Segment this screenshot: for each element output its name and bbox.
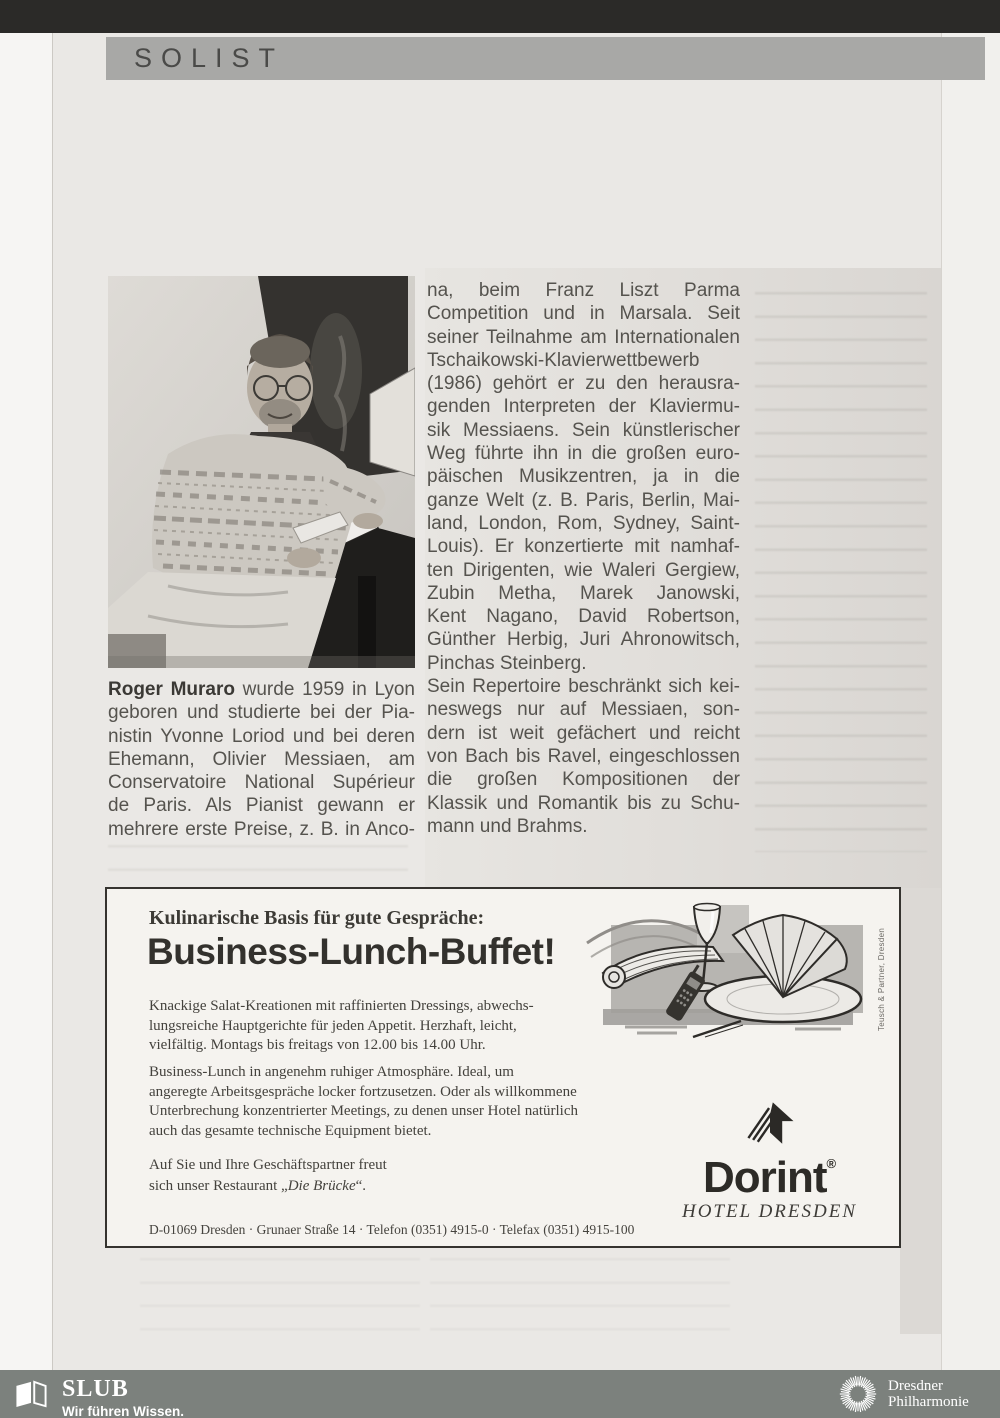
text-line: Zubin Metha, Marek Janowski, bbox=[427, 582, 740, 604]
text-line: de Paris. Als Pianist gewann er bbox=[108, 795, 415, 817]
article-paragraph bbox=[427, 279, 740, 675]
restaurant-name: Die Brücke bbox=[287, 1178, 356, 1194]
text-line: (1986) gehört er zu den herausra- bbox=[427, 373, 740, 395]
philharmonie-logo bbox=[838, 1374, 969, 1414]
text-line: nistin Yvonne Loriod und bei deren bbox=[108, 725, 415, 747]
ad-address: D-01069 Dresden · Grunaer Straße 14 · Telefon (0351) 4915-0 · Telefax (0351) 4915-100 bbox=[149, 1222, 635, 1237]
text-line: lungsreiche Hauptgerichte für jeden Appetit. Herzhaft, leicht, bbox=[149, 1017, 517, 1034]
article-right-column bbox=[427, 279, 740, 838]
showthrough-band bbox=[900, 888, 941, 1334]
text-line: ten Dirigenten, wie Waleri Gergiew, bbox=[427, 559, 740, 581]
dorint-chevron-icon bbox=[739, 1094, 801, 1154]
library-footer bbox=[0, 1370, 1000, 1418]
text-line: na, beim Franz Liszt Parma bbox=[427, 280, 740, 301]
slub-logo bbox=[14, 1377, 184, 1418]
article-paragraph bbox=[427, 675, 740, 838]
starburst-icon bbox=[838, 1374, 878, 1414]
registered-mark: ® bbox=[826, 1156, 837, 1171]
text-line: geboren und studierte bei der Pia- bbox=[108, 702, 415, 724]
section-header-bar bbox=[106, 37, 985, 80]
text-line: vielfältig. Montags bis freitags von 12.00 bis 14.00 Uhr. bbox=[149, 1037, 486, 1053]
text-line: Kent Nagano, David Robertson, bbox=[427, 606, 740, 628]
text-line: Sein Repertoire beschränkt sich kei- bbox=[427, 676, 740, 698]
text-line: Competition und in Marsala. Seit bbox=[427, 303, 740, 325]
open-book-icon bbox=[14, 1377, 48, 1411]
table-setting-sketch bbox=[585, 897, 877, 1039]
section-title: SOLIST bbox=[134, 43, 285, 73]
text-line: Unterbrechung konzentrierter Meetings, zu denen unser Hotel natürlich bbox=[149, 1103, 579, 1119]
ad-illustration bbox=[585, 897, 877, 1039]
text-line: Weg führte ihn in die großen euro- bbox=[427, 443, 740, 465]
brand-text: Dorint bbox=[702, 1153, 827, 1202]
advertisement bbox=[105, 887, 901, 1248]
scan-top-band bbox=[0, 0, 1000, 33]
text-line: Pinchas Steinberg. bbox=[427, 652, 587, 674]
person-name: Roger Muraro bbox=[108, 679, 235, 700]
dorint-logo bbox=[652, 1094, 887, 1223]
text-line: Louis). Er konzertierte mit namhaf- bbox=[427, 536, 740, 558]
showthrough-text bbox=[140, 1258, 420, 1342]
text-line: neswegs nur auf Messiaen, son- bbox=[427, 699, 740, 721]
text-line: mann und Brahms. bbox=[427, 815, 588, 837]
text-line bbox=[149, 1176, 489, 1197]
text-line: die großen Kompositionen der bbox=[427, 769, 740, 791]
text-line: Dresdner bbox=[888, 1377, 943, 1394]
text-line: sik Messiaens. Sein künstlerischer bbox=[427, 419, 740, 441]
text-line: Ehemann, Olivier Messiaen, am bbox=[108, 748, 415, 770]
slub-tagline: Wir führen Wissen. bbox=[62, 1404, 185, 1418]
text-line: ganze Welt (z. B. Paris, Berlin, Mai- bbox=[427, 489, 740, 511]
text-line: Günther Herbig, Juri Ahronowitsch, bbox=[427, 629, 740, 651]
text-line: von Bach bis Ravel, eingeschlossen bbox=[427, 745, 740, 767]
text-span: “. bbox=[355, 1178, 367, 1194]
ad-paragraph bbox=[149, 1063, 629, 1141]
showthrough-text bbox=[430, 1258, 730, 1342]
text-line: auch das gesamte technische Equipment bietet. bbox=[149, 1122, 432, 1139]
text-line: angeregte Arbeitsgespräche locker fortzusetzen. Oder als willkommene bbox=[149, 1083, 577, 1100]
text-line: päischen Musikzentren, ja in die bbox=[427, 466, 740, 488]
text-span: wurde 1959 in Lyon bbox=[234, 679, 415, 700]
ad-closing bbox=[149, 1155, 489, 1197]
text-line: Knackige Salat-Kreationen mit raffinierten Dressings, abwechs- bbox=[149, 998, 534, 1014]
text-span: sich unser Restaurant „ bbox=[149, 1178, 288, 1194]
article-left-column bbox=[108, 678, 415, 841]
page-right-edge bbox=[941, 33, 1000, 1370]
page-fold-margin bbox=[0, 33, 53, 1370]
text-line bbox=[108, 678, 415, 701]
dorint-brand bbox=[652, 1153, 887, 1202]
ad-paragraph bbox=[149, 997, 589, 1056]
text-span: Auf Sie und Ihre Geschäftspartner freut bbox=[149, 1157, 387, 1173]
text-line: Business-Lunch in angenehm ruhiger Atmosphäre. Ideal, um bbox=[149, 1064, 514, 1080]
text-line: mehrere erste Preise, z. B. in Anco- bbox=[108, 818, 415, 840]
text-line: Philharmonie bbox=[888, 1394, 969, 1410]
text-line: genden Interpreten der Klaviermu- bbox=[427, 396, 740, 418]
portrait-photo bbox=[108, 276, 415, 668]
portrait-photo-image bbox=[108, 276, 415, 668]
text-line: seiner Teilnahme am Internationalen bbox=[427, 326, 740, 348]
text-line: dern ist weit gefächert und reicht bbox=[427, 722, 740, 744]
ad-illustration-credit: Teusch & Partner, Dresden bbox=[877, 927, 886, 1031]
philharmonie-name bbox=[888, 1378, 969, 1411]
text-line: Klassik und Romantik bis zu Schu- bbox=[427, 792, 740, 814]
text-line: land, London, Rom, Sydney, Saint- bbox=[427, 512, 740, 534]
slub-name: SLUB bbox=[62, 1376, 129, 1402]
text-line bbox=[149, 1155, 489, 1176]
text-line: Tschaikowski-Klavierwettbewerb bbox=[427, 349, 700, 371]
ad-headline: Business-Lunch-Buffet! bbox=[147, 931, 556, 972]
article-paragraph bbox=[108, 701, 415, 841]
showthrough-text bbox=[755, 292, 927, 852]
text-line: Conservatoire National Supérieur bbox=[108, 772, 415, 794]
ad-kicker: Kulinarische Basis für gute Gespräche: bbox=[149, 907, 485, 929]
dorint-subtitle: HOTEL DRESDEN bbox=[681, 1201, 858, 1222]
